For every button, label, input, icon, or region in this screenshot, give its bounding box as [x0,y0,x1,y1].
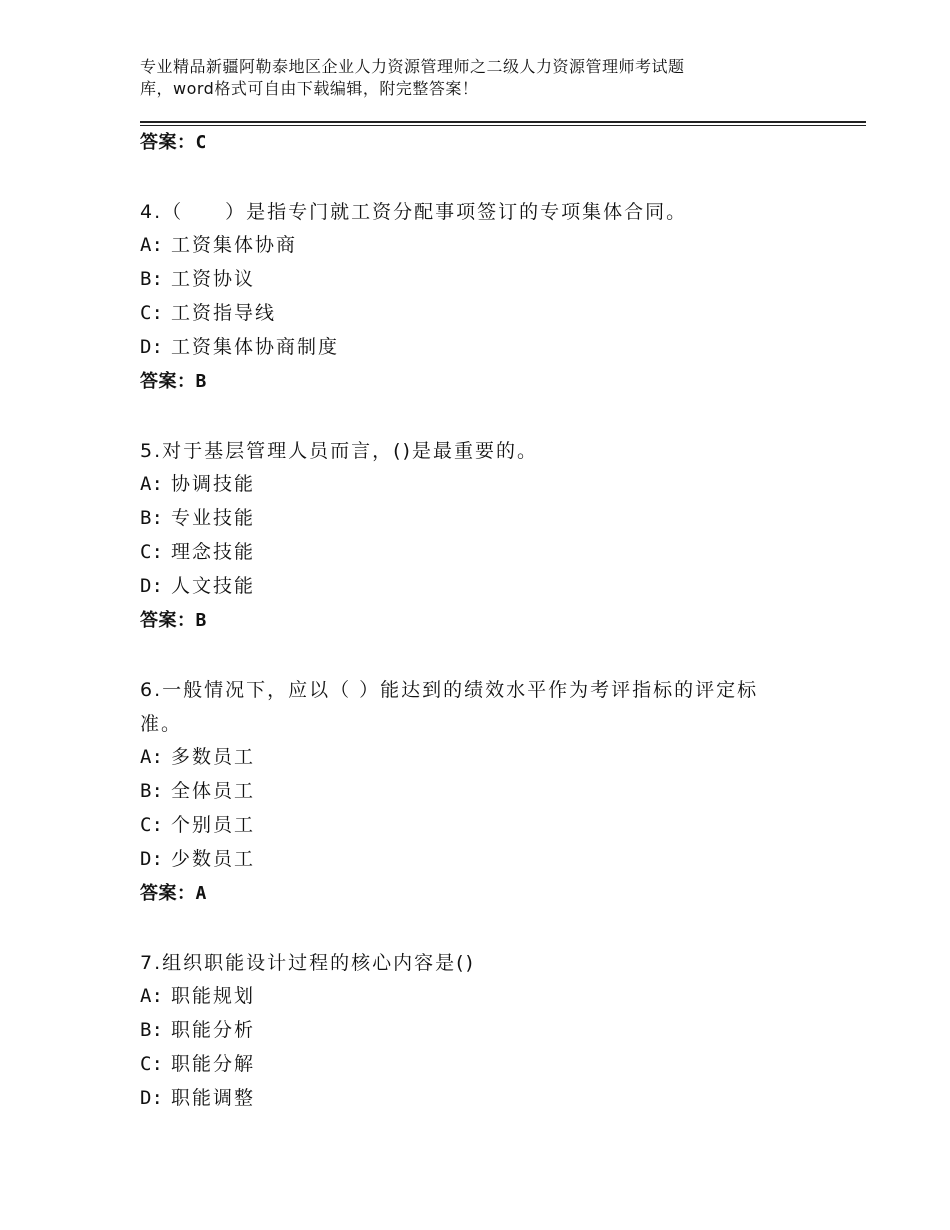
question-5-answer [140,609,207,633]
answer-label: 答案： [140,883,196,904]
question-4-option-a: A: 工资集体协商 [140,234,297,256]
header-line-2: 库，word格式可自由下载编辑，附完整答案！ [140,79,479,98]
question-5-text: 5.对于基层管理人员而言，()是最重要的。 [140,440,538,462]
answer-value: B [195,371,207,392]
question-4-option-d: D: 工资集体协商制度 [140,336,339,358]
question-6-option-a: A: 多数员工 [140,746,255,768]
question-5-option-d: D: 人文技能 [140,575,255,597]
question-7-option-d: D: 职能调整 [140,1087,255,1109]
question-6-option-d: D: 少数员工 [140,848,255,870]
question-7-option-b: B: 职能分析 [140,1019,255,1041]
question-6-option-c: C: 个别员工 [140,814,255,836]
question-7-option-a: A: 职能规划 [140,985,255,1007]
header-line-1: 专业精品新疆阿勒泰地区企业人力资源管理师之二级人力资源管理师考试题 [140,57,685,76]
answer-value: C [195,132,207,153]
answer-label: 答案： [140,610,196,631]
answer-value: B [195,610,207,631]
answer-value: A [195,883,207,904]
header-rule-thick [140,121,866,123]
question-5-option-a: A: 协调技能 [140,473,255,495]
answer-label: 答案： [140,132,196,153]
question-7-text: 7.组织职能设计过程的核心内容是() [140,952,475,974]
document-header [140,56,780,100]
answer-prev [140,131,207,155]
question-5-option-c: C: 理念技能 [140,541,255,563]
question-5-option-b: B: 专业技能 [140,507,255,529]
answer-label: 答案： [140,371,196,392]
header-rule-thin [140,125,866,126]
question-4-option-b: B: 工资协议 [140,268,255,290]
question-4-answer [140,370,207,394]
question-6-option-b: B: 全体员工 [140,780,255,802]
question-4-option-c: C: 工资指导线 [140,302,276,324]
question-6-answer [140,882,207,906]
question-6-text: 6.一般情况下，应以（ ）能达到的绩效水平作为考评指标的评定标准。 [140,679,759,735]
question-4-text: 4.（ ）是指专门就工资分配事项签订的专项集体合同。 [140,201,688,223]
question-7-option-c: C: 职能分解 [140,1053,255,1075]
